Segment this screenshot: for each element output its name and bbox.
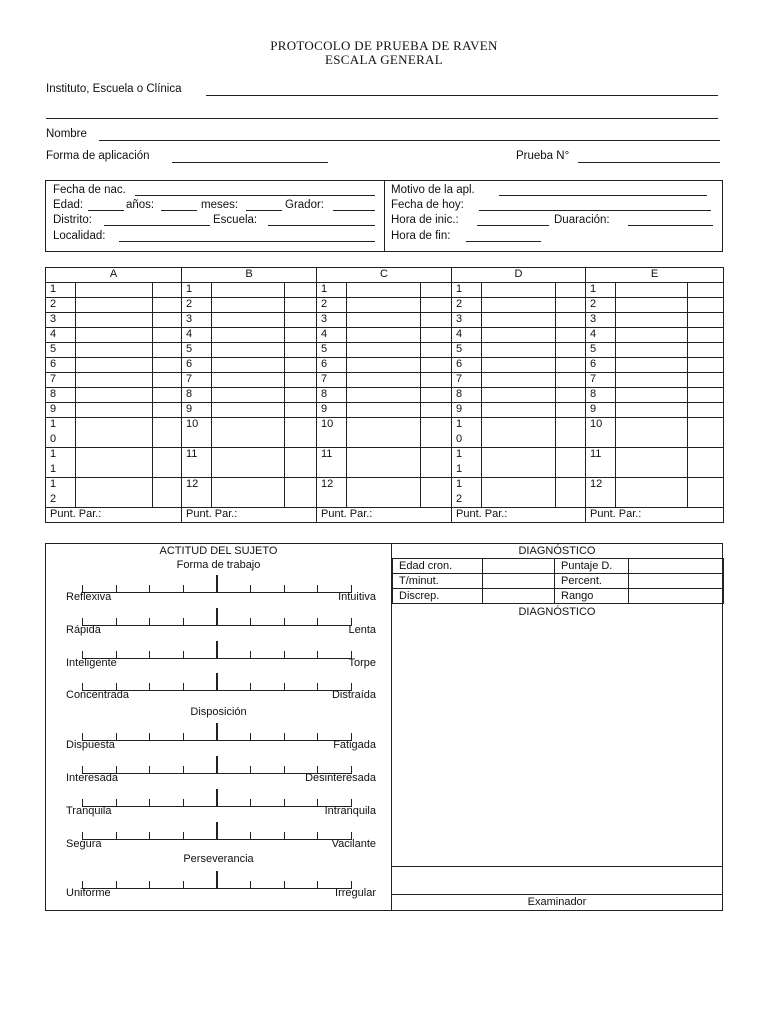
years-field[interactable] <box>161 199 197 211</box>
item-number-b: 11 <box>182 448 212 478</box>
answer-cell-c[interactable] <box>347 313 421 328</box>
check-cell-a[interactable] <box>153 328 182 343</box>
check-cell-a[interactable] <box>153 358 182 373</box>
table-row <box>46 403 724 418</box>
rating-scale[interactable] <box>82 820 352 840</box>
reason-field[interactable] <box>499 184 707 196</box>
table-row <box>46 448 724 478</box>
check-cell-b[interactable] <box>285 313 317 328</box>
examiner-signature-field[interactable] <box>392 867 722 894</box>
item-number-e: 3 <box>586 313 616 328</box>
item-number-c: 7 <box>317 373 347 388</box>
answer-cell-a[interactable] <box>76 388 153 403</box>
check-cell-a[interactable] <box>153 448 182 478</box>
answer-cell-c[interactable] <box>347 358 421 373</box>
item-number-b: 4 <box>182 328 212 343</box>
scale-right-label: Distraída <box>331 689 376 701</box>
chrono-age-value[interactable] <box>483 559 555 574</box>
reason-label: Motivo de la apl. <box>391 184 475 196</box>
rating-scale[interactable] <box>82 869 352 889</box>
rating-scale[interactable] <box>82 671 352 691</box>
answer-cell-a[interactable] <box>76 298 153 313</box>
form-subtitle: ESCALA GENERAL <box>325 52 443 67</box>
check-cell-b[interactable] <box>285 283 317 298</box>
check-cell-d[interactable] <box>556 448 586 478</box>
district-field[interactable] <box>104 214 210 226</box>
institute-field-line2[interactable] <box>46 107 718 119</box>
check-cell-b[interactable] <box>285 388 317 403</box>
item-number-c: 11 <box>317 448 347 478</box>
check-cell-b[interactable] <box>285 358 317 373</box>
duration-field[interactable] <box>628 214 713 226</box>
duration-label: Duaración: <box>554 214 610 226</box>
table-row <box>46 298 724 313</box>
form-title: PROTOCOLO DE PRUEBA DE RAVEN <box>270 38 498 53</box>
answer-cell-b[interactable] <box>212 358 285 373</box>
check-cell-a[interactable] <box>153 343 182 358</box>
check-cell-e[interactable] <box>688 448 724 478</box>
answer-cell-b[interactable] <box>212 283 285 298</box>
check-cell-e[interactable] <box>688 313 724 328</box>
partial-score-c[interactable]: Punt. Par.: <box>317 508 452 523</box>
answer-cell-c[interactable] <box>347 298 421 313</box>
check-cell-a[interactable] <box>153 313 182 328</box>
table-row <box>46 343 724 358</box>
item-number-c: 10 <box>317 418 347 448</box>
answer-cell-e[interactable] <box>616 448 688 478</box>
column-header-a: A <box>46 268 182 283</box>
scale-left-label: Segura <box>66 838 102 850</box>
check-cell-d[interactable] <box>556 478 586 508</box>
answer-cell-c[interactable] <box>347 328 421 343</box>
school-field[interactable] <box>268 214 375 226</box>
answer-cell-d[interactable] <box>482 373 556 388</box>
check-cell-b[interactable] <box>285 343 317 358</box>
item-number-c: 2 <box>317 298 347 313</box>
answer-cell-a[interactable] <box>76 283 153 298</box>
item-number-b: 6 <box>182 358 212 373</box>
check-cell-e[interactable] <box>688 418 724 448</box>
scale-right-label: Intranquila <box>324 805 376 817</box>
chrono-age-label: Edad cron. <box>393 559 483 574</box>
check-cell-d[interactable] <box>556 283 586 298</box>
answer-cell-a[interactable] <box>76 358 153 373</box>
answer-cell-e[interactable] <box>616 478 688 508</box>
scale-left-label: Uniforme <box>66 887 111 899</box>
answer-cell-e[interactable] <box>616 388 688 403</box>
answer-cell-c[interactable] <box>347 373 421 388</box>
test-number-label: Prueba N° <box>516 150 570 162</box>
grade-field[interactable] <box>333 199 375 211</box>
check-cell-c[interactable] <box>421 418 452 448</box>
answer-cell-b[interactable] <box>212 388 285 403</box>
item-number-e: 9 <box>586 403 616 418</box>
item-number-b: 12 <box>182 478 212 508</box>
check-cell-a[interactable] <box>153 418 182 448</box>
examiner-label: Examinador <box>527 896 587 908</box>
check-cell-d[interactable] <box>556 373 586 388</box>
item-number-a: 1 <box>46 283 76 298</box>
item-number-c: 8 <box>317 388 347 403</box>
item-number-d: 1 0 <box>452 418 482 448</box>
diagnosis-table <box>392 558 724 604</box>
answer-cell-a[interactable] <box>76 328 153 343</box>
end-time-field[interactable] <box>466 230 541 242</box>
rating-scale[interactable] <box>82 754 352 774</box>
discrepancy-label: Discrep. <box>393 589 483 604</box>
item-number-c: 9 <box>317 403 347 418</box>
check-cell-d[interactable] <box>556 313 586 328</box>
answer-cell-d[interactable] <box>482 448 556 478</box>
check-cell-e[interactable] <box>688 358 724 373</box>
table-row <box>46 358 724 373</box>
scale-right-label: Lenta <box>348 624 376 636</box>
check-cell-a[interactable] <box>153 298 182 313</box>
check-cell-c[interactable] <box>421 478 452 508</box>
item-number-a: 3 <box>46 313 76 328</box>
check-cell-a[interactable] <box>153 403 182 418</box>
answer-cell-d[interactable] <box>482 313 556 328</box>
answer-cell-e[interactable] <box>616 403 688 418</box>
percentile-value[interactable] <box>629 574 724 589</box>
answer-cell-e[interactable] <box>616 298 688 313</box>
item-number-a: 9 <box>46 403 76 418</box>
item-number-d: 9 <box>452 403 482 418</box>
item-number-c: 4 <box>317 328 347 343</box>
institute-field[interactable] <box>206 84 718 96</box>
scale-right-label: Torpe <box>348 657 376 669</box>
partial-score-b[interactable]: Punt. Par.: <box>182 508 317 523</box>
item-number-a: 5 <box>46 343 76 358</box>
answer-cell-a[interactable] <box>76 418 153 448</box>
answer-cell-b[interactable] <box>212 448 285 478</box>
check-cell-d[interactable] <box>556 343 586 358</box>
answer-cell-d[interactable] <box>482 418 556 448</box>
answer-cell-b[interactable] <box>212 343 285 358</box>
item-number-e: 7 <box>586 373 616 388</box>
name-field[interactable] <box>99 129 720 141</box>
answer-cell-e[interactable] <box>616 343 688 358</box>
check-cell-b[interactable] <box>285 418 317 448</box>
item-number-d: 8 <box>452 388 482 403</box>
answer-cell-d[interactable] <box>482 403 556 418</box>
item-number-e: 2 <box>586 298 616 313</box>
check-cell-e[interactable] <box>688 283 724 298</box>
item-number-a: 7 <box>46 373 76 388</box>
check-cell-e[interactable] <box>688 388 724 403</box>
scale-right-label: Vacilante <box>331 838 376 850</box>
answer-cell-c[interactable] <box>347 403 421 418</box>
scale-right-label: Fatigada <box>333 739 376 751</box>
item-number-b: 9 <box>182 403 212 418</box>
answer-cell-c[interactable] <box>347 388 421 403</box>
item-number-e: 11 <box>586 448 616 478</box>
answer-cell-a[interactable] <box>76 448 153 478</box>
answer-cell-b[interactable] <box>212 328 285 343</box>
score-table <box>45 267 724 523</box>
item-number-c: 1 <box>317 283 347 298</box>
name-label: Nombre <box>46 128 87 140</box>
check-cell-c[interactable] <box>421 343 452 358</box>
info-box <box>45 180 723 252</box>
item-number-d: 4 <box>452 328 482 343</box>
scale-left-label: Reflexiva <box>66 591 112 603</box>
item-number-c: 6 <box>317 358 347 373</box>
application-field[interactable] <box>172 151 328 163</box>
answer-cell-b[interactable] <box>212 298 285 313</box>
answer-cell-e[interactable] <box>616 358 688 373</box>
start-time-field[interactable] <box>477 214 549 226</box>
partial-score-d[interactable]: Punt. Par.: <box>452 508 586 523</box>
table-row <box>46 328 724 343</box>
start-time-label: Hora de inic.: <box>391 214 459 226</box>
answer-cell-b[interactable] <box>212 373 285 388</box>
check-cell-b[interactable] <box>285 298 317 313</box>
rating-scale[interactable] <box>82 573 352 593</box>
answer-cell-b[interactable] <box>212 418 285 448</box>
answer-cell-d[interactable] <box>482 328 556 343</box>
item-number-c: 5 <box>317 343 347 358</box>
check-cell-e[interactable] <box>688 343 724 358</box>
table-row <box>46 313 724 328</box>
partial-score-a[interactable]: Punt. Par.: <box>46 508 182 523</box>
item-number-c: 3 <box>317 313 347 328</box>
check-cell-c[interactable] <box>421 373 452 388</box>
section-work-form: Forma de trabajo <box>176 559 261 571</box>
scale-right-label: Intuitiva <box>338 591 376 603</box>
answer-cell-d[interactable] <box>482 343 556 358</box>
item-number-a: 6 <box>46 358 76 373</box>
check-cell-c[interactable] <box>421 403 452 418</box>
column-header-e: E <box>586 268 724 283</box>
item-number-e: 5 <box>586 343 616 358</box>
answer-cell-c[interactable] <box>347 343 421 358</box>
rating-scale[interactable] <box>82 721 352 741</box>
item-number-b: 1 <box>182 283 212 298</box>
months-label: meses: <box>201 199 239 211</box>
months-field[interactable] <box>246 199 282 211</box>
rating-scale[interactable] <box>82 606 352 626</box>
scale-left-label: Rápida <box>66 624 101 636</box>
score-d-value[interactable] <box>629 559 724 574</box>
item-number-a: 4 <box>46 328 76 343</box>
column-header-c: C <box>317 268 452 283</box>
check-cell-b[interactable] <box>285 478 317 508</box>
today-field[interactable] <box>479 199 711 211</box>
item-number-e: 4 <box>586 328 616 343</box>
check-cell-d[interactable] <box>556 328 586 343</box>
item-number-b: 8 <box>182 388 212 403</box>
check-cell-c[interactable] <box>421 313 452 328</box>
diagnosis-area[interactable] <box>392 620 722 866</box>
check-cell-a[interactable] <box>153 478 182 508</box>
grade-label: Grador: <box>285 199 324 211</box>
answer-cell-e[interactable] <box>616 283 688 298</box>
test-number-field[interactable] <box>578 151 720 163</box>
scale-left-label: Interesada <box>66 772 118 784</box>
answer-cell-c[interactable] <box>347 283 421 298</box>
table-row <box>46 388 724 403</box>
check-cell-a[interactable] <box>153 283 182 298</box>
time-minutes-value[interactable] <box>483 574 555 589</box>
item-number-e: 1 <box>586 283 616 298</box>
answer-cell-a[interactable] <box>76 478 153 508</box>
answer-cell-e[interactable] <box>616 373 688 388</box>
answer-cell-c[interactable] <box>347 448 421 478</box>
answer-cell-e[interactable] <box>616 328 688 343</box>
item-number-b: 3 <box>182 313 212 328</box>
range-label: Rango <box>555 589 629 604</box>
score-d-label: Puntaje D. <box>555 559 629 574</box>
check-cell-e[interactable] <box>688 373 724 388</box>
institute-label: Instituto, Escuela o Clínica <box>46 83 182 95</box>
scale-right-label: Irregular <box>335 887 376 899</box>
diagnosis-title: DIAGNÓSTICO <box>518 545 596 557</box>
item-number-c: 12 <box>317 478 347 508</box>
rating-scale[interactable] <box>82 639 352 659</box>
item-number-d: 5 <box>452 343 482 358</box>
item-number-d: 1 <box>452 283 482 298</box>
check-cell-e[interactable] <box>688 298 724 313</box>
scale-left-label: Dispuesta <box>66 739 115 751</box>
item-number-e: 12 <box>586 478 616 508</box>
school-label: Escuela: <box>213 214 258 226</box>
item-number-d: 3 <box>452 313 482 328</box>
discrepancy-value[interactable] <box>483 589 555 604</box>
answer-cell-d[interactable] <box>482 478 556 508</box>
item-number-a: 1 1 <box>46 448 76 478</box>
item-number-a: 1 0 <box>46 418 76 448</box>
item-number-e: 8 <box>586 388 616 403</box>
scale-right-label: Desinteresada <box>305 772 376 784</box>
item-number-a: 1 2 <box>46 478 76 508</box>
range-value[interactable] <box>629 589 724 604</box>
item-number-d: 2 <box>452 298 482 313</box>
check-cell-c[interactable] <box>421 448 452 478</box>
check-cell-c[interactable] <box>421 358 452 373</box>
item-number-e: 6 <box>586 358 616 373</box>
check-cell-a[interactable] <box>153 373 182 388</box>
scale-left-label: Inteligente <box>66 657 117 669</box>
answer-cell-a[interactable] <box>76 313 153 328</box>
item-number-b: 7 <box>182 373 212 388</box>
diagnosis-title-2: DIAGNÓSTICO <box>518 606 596 618</box>
check-cell-d[interactable] <box>556 418 586 448</box>
answer-cell-b[interactable] <box>212 313 285 328</box>
birth-field[interactable] <box>135 184 375 196</box>
answer-cell-e[interactable] <box>616 313 688 328</box>
locality-field[interactable] <box>119 230 375 242</box>
answer-cell-d[interactable] <box>482 358 556 373</box>
table-row <box>46 373 724 388</box>
scale-left-label: Concentrada <box>66 689 129 701</box>
check-cell-d[interactable] <box>556 403 586 418</box>
answer-cell-d[interactable] <box>482 388 556 403</box>
check-cell-b[interactable] <box>285 373 317 388</box>
rating-scale[interactable] <box>82 787 352 807</box>
item-number-a: 8 <box>46 388 76 403</box>
table-row <box>46 418 724 448</box>
check-cell-e[interactable] <box>688 478 724 508</box>
check-cell-b[interactable] <box>285 448 317 478</box>
item-number-d: 1 1 <box>452 448 482 478</box>
district-label: Distrito: <box>53 214 92 226</box>
answer-cell-d[interactable] <box>482 298 556 313</box>
scale-left-label: Tranquila <box>66 805 112 817</box>
item-number-e: 10 <box>586 418 616 448</box>
check-cell-b[interactable] <box>285 328 317 343</box>
answer-cell-e[interactable] <box>616 418 688 448</box>
answer-cell-b[interactable] <box>212 403 285 418</box>
check-cell-a[interactable] <box>153 388 182 403</box>
check-cell-d[interactable] <box>556 298 586 313</box>
end-time-label: Hora de fin: <box>391 230 451 242</box>
column-header-d: D <box>452 268 586 283</box>
check-cell-d[interactable] <box>556 388 586 403</box>
table-row <box>46 283 724 298</box>
check-cell-c[interactable] <box>421 328 452 343</box>
section-perseverance: Perseverancia <box>183 853 254 865</box>
answer-cell-c[interactable] <box>347 418 421 448</box>
answer-cell-a[interactable] <box>76 343 153 358</box>
age-label: Edad: <box>53 199 84 211</box>
item-number-b: 5 <box>182 343 212 358</box>
answer-cell-b[interactable] <box>212 478 285 508</box>
answer-cell-d[interactable] <box>482 283 556 298</box>
column-header-b: B <box>182 268 317 283</box>
check-cell-c[interactable] <box>421 283 452 298</box>
answer-cell-a[interactable] <box>76 373 153 388</box>
item-number-d: 6 <box>452 358 482 373</box>
item-number-d: 7 <box>452 373 482 388</box>
item-number-b: 2 <box>182 298 212 313</box>
item-number-a: 2 <box>46 298 76 313</box>
today-label: Fecha de hoy: <box>391 199 464 211</box>
time-minutes-label: T/minut. <box>393 574 483 589</box>
answer-cell-a[interactable] <box>76 403 153 418</box>
application-label: Forma de aplicación <box>46 150 150 162</box>
check-cell-b[interactable] <box>285 403 317 418</box>
attitude-title: ACTITUD DEL SUJETO <box>159 545 278 557</box>
item-number-d: 1 2 <box>452 478 482 508</box>
item-number-b: 10 <box>182 418 212 448</box>
locality-label: Localidad: <box>53 230 106 242</box>
age-field[interactable] <box>88 199 124 211</box>
partial-score-row <box>46 508 724 523</box>
answer-cell-c[interactable] <box>347 478 421 508</box>
check-cell-d[interactable] <box>556 358 586 373</box>
section-disposition: Disposición <box>190 706 247 718</box>
years-label: años: <box>126 199 155 211</box>
birth-label: Fecha de nac. <box>53 184 126 196</box>
check-cell-e[interactable] <box>688 403 724 418</box>
check-cell-c[interactable] <box>421 298 452 313</box>
check-cell-e[interactable] <box>688 328 724 343</box>
table-row <box>46 478 724 508</box>
partial-score-e[interactable]: Punt. Par.: <box>586 508 724 523</box>
percentile-label: Percent. <box>555 574 629 589</box>
check-cell-c[interactable] <box>421 388 452 403</box>
